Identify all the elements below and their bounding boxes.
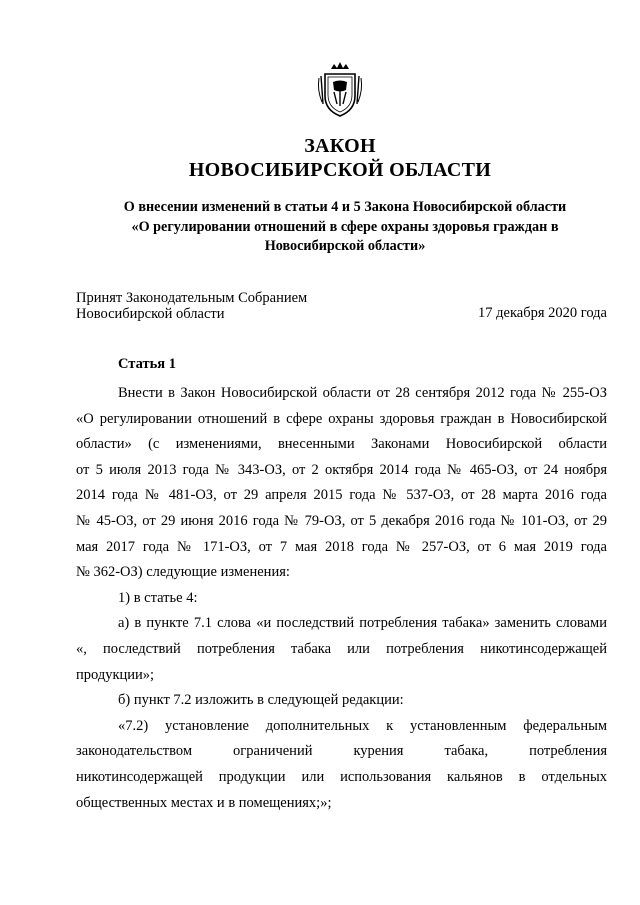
body-line: от 5 июля 2013 года № 343-ОЗ, от 2 октября 2014 года № 465-ОЗ, от 24 ноября: [76, 461, 607, 478]
law-title: ЗАКОН: [304, 135, 376, 157]
body-line: Внести в Закон Новосибирской области от 28 сентября 2012 года № 255-ОЗ: [118, 385, 607, 401]
law-region-title: НОВОСИБИРСКОЙ ОБЛАСТИ: [188, 159, 492, 181]
body-line: мая 2017 года № 171-ОЗ, от 7 мая 2018 года № 257-ОЗ, от 6 мая 2019 года: [76, 538, 607, 555]
body-line: законодательством ограничений курения табака, потребления: [76, 743, 607, 760]
body-line: никотинсодержащей продукции или использования кальянов в отдельных: [76, 768, 607, 785]
subtitle-line: «О регулировании отношений в сфере охраны здоровья граждан в: [131, 218, 559, 235]
adopted-by-line: Принят Законодательным Собранием: [76, 290, 308, 306]
body-line: № 362-ОЗ) следующие изменения:: [76, 564, 290, 581]
article-body: [76, 381, 607, 816]
article-heading: Статья 1: [118, 356, 176, 372]
body-line: № 45-ОЗ, от 29 июня 2016 года № 79-ОЗ, от 5 декабря 2016 года № 101-ОЗ, от 29: [76, 512, 607, 529]
body-line: общественных местах и в помещениях;»;: [76, 794, 332, 811]
adopted-by-region-line: Новосибирской области: [76, 306, 225, 322]
subtitle-line: Новосибирской области»: [264, 238, 426, 254]
coat-of-arms-icon: [315, 60, 365, 118]
body-line: продукции»;: [76, 666, 155, 683]
body-line: «О регулировании отношений в сфере охраны здоровья граждан в Новосибирской: [76, 410, 607, 427]
body-line: а) в пункте 7.1 слова «и последствий потребления табака» заменить словами: [118, 615, 607, 632]
law-subtitle: [80, 198, 610, 257]
adoption-date: 17 декабря 2020 года: [478, 305, 607, 321]
subtitle-line: О внесении изменений в статьи 4 и 5 Закона Новосибирской области: [123, 199, 567, 215]
body-line: 2014 года № 481-ОЗ, от 29 апреля 2015 года № 537-ОЗ, от 28 марта 2016 года: [76, 487, 607, 504]
body-line: б) пункт 7.2 изложить в следующей редакции:: [118, 692, 404, 709]
body-line: «, последствий потребления табака или потребления никотинсодержащей: [76, 640, 607, 657]
body-line: 1) в статье 4:: [118, 589, 198, 606]
body-line: «7.2) установление дополнительных к установленным федеральным: [118, 717, 607, 734]
body-line: области» (с изменениями, внесенными Законами Новосибирской области: [76, 436, 607, 453]
